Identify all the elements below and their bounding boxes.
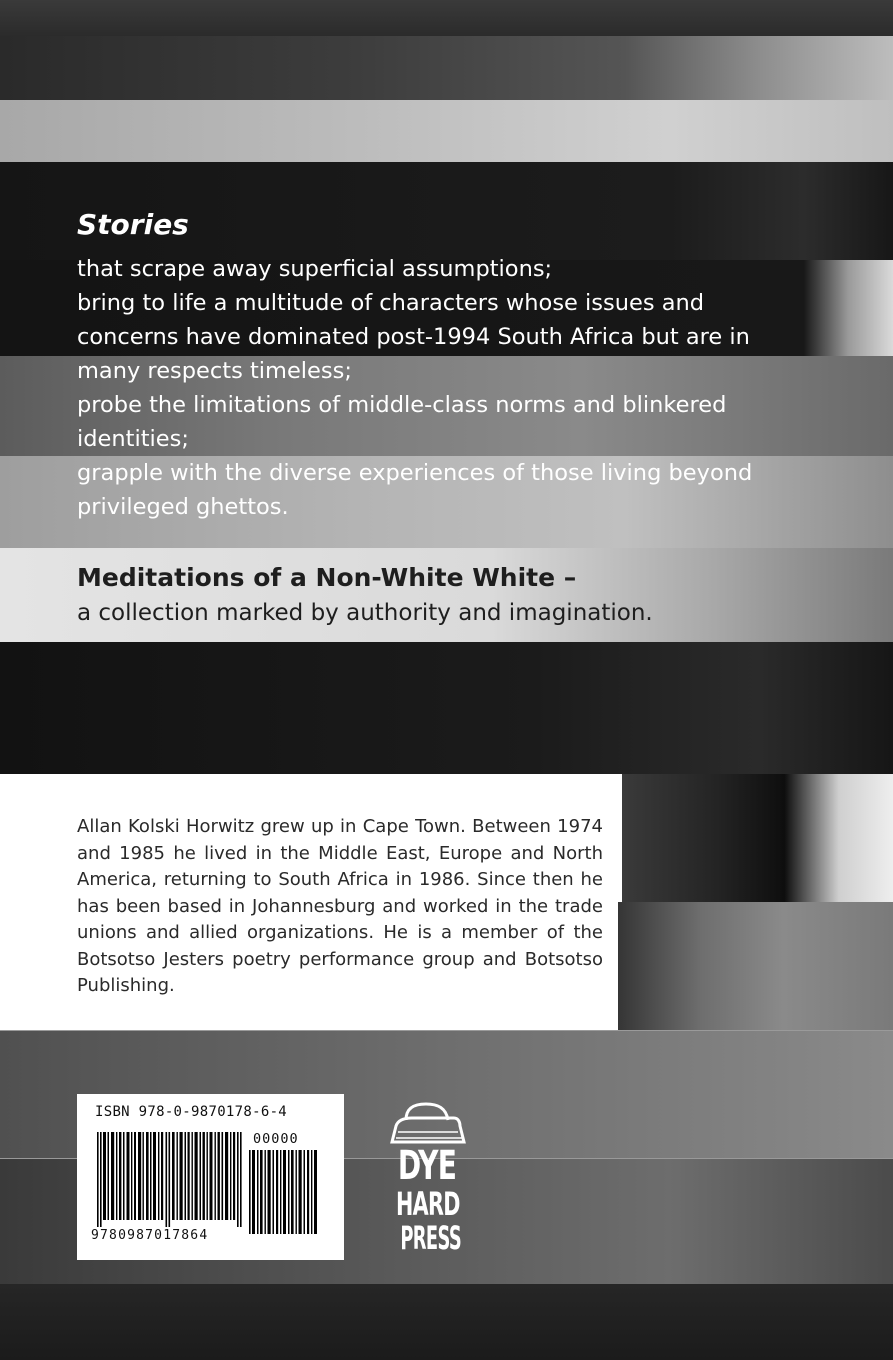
stories-line: probe the limitations of middle-class norms and blinkered <box>77 392 727 418</box>
collection-subtitle: a collection marked by authority and imagination. <box>77 600 653 626</box>
barcode-bars-main <box>97 1132 242 1227</box>
stories-line: many respects timeless; <box>77 358 352 384</box>
stories-line: identities; <box>77 426 189 452</box>
photo-band-bottom-edge <box>0 1284 893 1360</box>
stories-heading: Stories <box>77 208 189 241</box>
ean-digits: 9780987017864 <box>91 1228 209 1243</box>
author-bio: Allan Kolski Horwitz grew up in Cape Town. Between 1974 and 1985 he lived in the Middle East, Europe and North America, returning to South Africa in 1986. Since then he has been based in Johannesburg and worked in the trade unions and allied organizations. He is a member of the Botsotso Jesters poetry performance group and Botsotso Publishing. <box>77 816 603 996</box>
barcode-addon-label: 00000 <box>253 1131 299 1147</box>
stories-line: bring to life a multitude of characters whose issues and <box>77 290 705 316</box>
clothes-iron-icon <box>384 1100 468 1146</box>
stories-line: that scrape away superficial assumptions; <box>77 256 553 282</box>
photo-band-top-edge <box>0 0 893 37</box>
logo-word-hard: HARD <box>396 1185 460 1223</box>
publisher-logo <box>384 1100 470 1260</box>
barcode-bars-addon <box>249 1150 319 1234</box>
stories-list <box>77 252 847 524</box>
photo-fragment-skin <box>618 902 893 1030</box>
logo-word-press: PRESS <box>400 1219 462 1257</box>
collection-title: Meditations of a Non-White White – <box>77 563 577 592</box>
photo-band-dark-skin <box>0 36 893 100</box>
photo-fragment-eye <box>622 774 893 902</box>
photo-band-dark-lashes <box>0 642 893 774</box>
stories-line: privileged ghettos. <box>77 494 289 520</box>
isbn-label: ISBN 978-0-9870178-6-4 <box>95 1104 288 1120</box>
logo-word-dye: DYE <box>397 1143 457 1189</box>
stories-line: concerns have dominated post-1994 South Africa but are in <box>77 324 750 350</box>
photo-band-light-skin <box>0 100 893 162</box>
stories-line: grapple with the diverse experiences of those living beyond <box>77 460 753 486</box>
isbn-barcode <box>77 1094 344 1260</box>
